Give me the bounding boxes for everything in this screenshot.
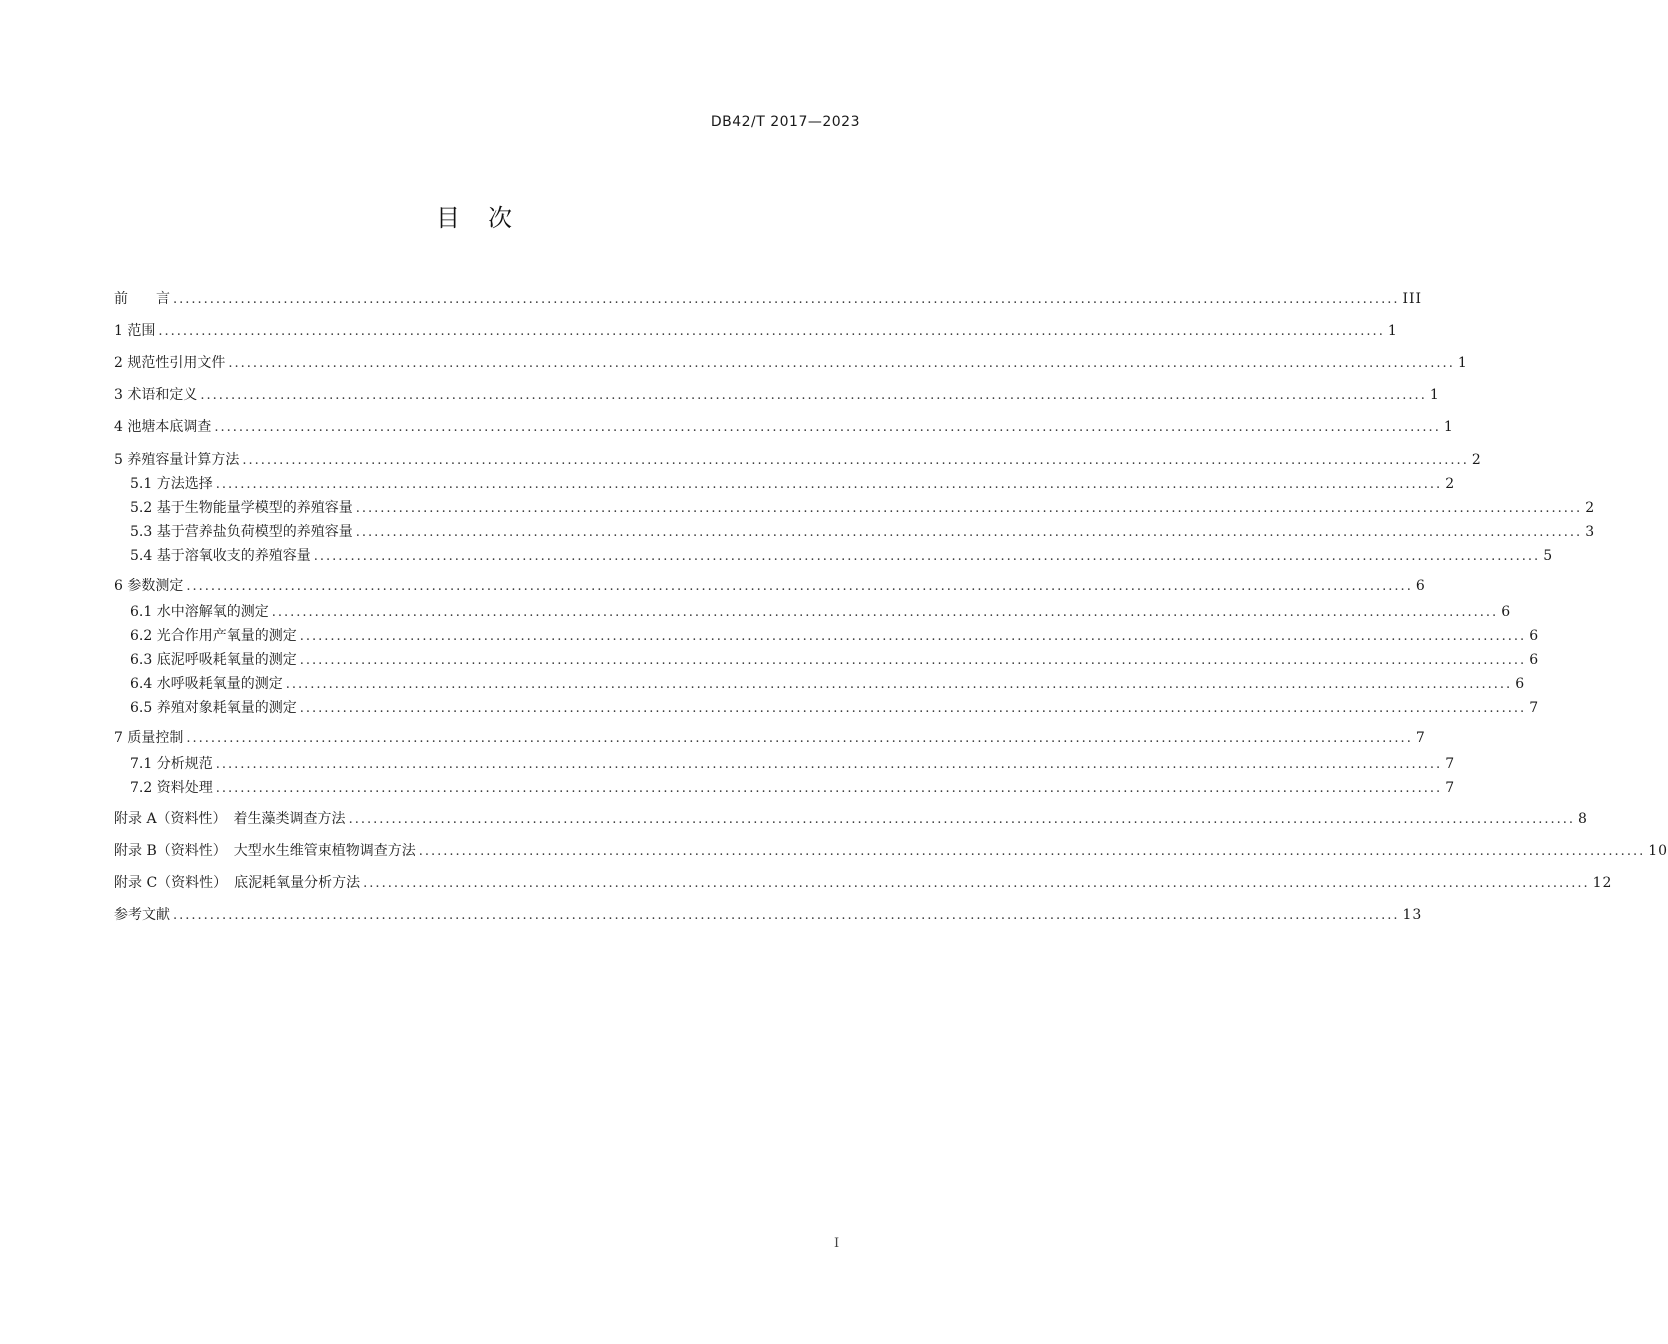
toc-entry-appendix-c[interactable] — [0, 872, 1613, 894]
toc-page: 7 — [1415, 730, 1426, 746]
toc-label: 附录 C（资料性） 底泥耗氧量分析方法 — [114, 875, 361, 891]
toc-label: 附录 A（资料性） 着生藻类调查方法 — [114, 811, 346, 827]
toc-label: 6.3 底泥呼吸耗氧量的测定 — [130, 652, 297, 668]
toc-label: 6 参数测定 — [114, 578, 184, 594]
toc-leader: ........................................................................................................................................................................................................ — [215, 781, 1443, 796]
toc-label: 5 养殖容量计算方法 — [114, 452, 240, 468]
toc-leader: ........................................................................................................................................................................................................ — [355, 501, 1583, 516]
toc-label: 3 术语和定义 — [114, 387, 198, 403]
toc-leader: ........................................................................................................................................................................................................ — [348, 812, 1576, 827]
toc-entry-scope[interactable] — [0, 320, 1398, 342]
toc-page: 6 — [1415, 578, 1426, 594]
toc-label: 5.1 方法选择 — [130, 476, 213, 492]
toc-page: 7 — [1445, 780, 1456, 796]
toc-leader: ........................................................................................................................................................................................................ — [215, 477, 1443, 492]
toc-leader: ........................................................................................................................................................................................................ — [173, 908, 1400, 923]
toc-page: 1 — [1387, 323, 1398, 339]
toc-label: 5.4 基于溶氧收支的养殖容量 — [130, 548, 311, 564]
toc-label: 6.1 水中溶解氧的测定 — [130, 604, 269, 620]
toc-leader: ........................................................................................................................................................................................................ — [228, 356, 1455, 371]
toc-page: 7 — [1529, 700, 1540, 716]
toc-leader: ........................................................................................................................................................................................................ — [355, 525, 1583, 540]
toc-leader: ........................................................................................................................................................................................................ — [299, 653, 1527, 668]
page-title: 目 次 — [436, 204, 514, 232]
toc-leader: ........................................................................................................................................................................................................ — [158, 324, 1385, 339]
toc-entry-appendix-a[interactable] — [0, 808, 1588, 830]
toc-page: 6 — [1515, 676, 1526, 692]
toc-entry-6-5[interactable] — [0, 697, 1540, 719]
toc-page: III — [1402, 291, 1423, 307]
toc-label: 7.2 资料处理 — [130, 780, 213, 796]
toc-entry-5-1[interactable] — [0, 473, 1456, 495]
toc-entry-foreword[interactable] — [0, 288, 1423, 310]
toc-page: 6 — [1529, 652, 1540, 668]
toc-label: 6.4 水呼吸耗氧量的测定 — [130, 676, 283, 692]
toc-label: 前 言 — [114, 291, 170, 307]
toc-page: 8 — [1578, 811, 1588, 827]
toc-page: 1 — [1457, 355, 1468, 371]
toc-entry-parameters[interactable] — [0, 575, 1426, 597]
toc-leader: ........................................................................................................................................................................................................ — [418, 844, 1646, 859]
toc-label: 6.2 光合作用产氧量的测定 — [130, 628, 297, 644]
toc-label: 5.2 基于生物能量学模型的养殖容量 — [130, 500, 353, 516]
toc-entry-7-1[interactable] — [0, 753, 1456, 775]
document-code: DB42/T 2017—2023 — [710, 114, 860, 130]
toc-entry-pond-survey[interactable] — [0, 416, 1454, 438]
toc-entry-7-2[interactable] — [0, 777, 1456, 799]
toc-leader: ........................................................................................................................................................................................................ — [200, 388, 1427, 403]
toc-leader: ........................................................................................................................................................................................................ — [215, 757, 1443, 772]
toc-page: 2 — [1445, 476, 1456, 492]
toc-page: 10 — [1648, 843, 1668, 859]
toc-leader: ........................................................................................................................................................................................................ — [214, 420, 1441, 435]
page-number: I — [834, 1236, 840, 1251]
toc-page: 1 — [1429, 387, 1440, 403]
toc-page: 3 — [1585, 524, 1596, 540]
toc-entry-6-1[interactable] — [0, 601, 1512, 623]
toc-leader: ........................................................................................................................................................................................................ — [271, 605, 1499, 620]
toc-page: 2 — [1471, 452, 1482, 468]
toc-leader: ........................................................................................................................................................................................................ — [299, 629, 1527, 644]
toc-page: 12 — [1592, 875, 1613, 891]
toc-page: 6 — [1529, 628, 1540, 644]
toc-entry-6-4[interactable] — [0, 673, 1526, 695]
toc-page: 2 — [1585, 500, 1596, 516]
toc-label: 参考文献 — [114, 907, 170, 923]
toc-entry-6-3[interactable] — [0, 649, 1540, 671]
toc-entry-5-2[interactable] — [0, 497, 1596, 519]
toc-page: 1 — [1443, 419, 1454, 435]
toc-leader: ........................................................................................................................................................................................................ — [186, 731, 1413, 746]
toc-label: 5.3 基于营养盐负荷模型的养殖容量 — [130, 524, 353, 540]
toc-entry-capacity-methods[interactable] — [0, 449, 1482, 471]
toc-page: 7 — [1445, 756, 1456, 772]
toc-label: 4 池塘本底调查 — [114, 419, 212, 435]
toc-leader: ........................................................................................................................................................................................................ — [173, 292, 1400, 307]
toc-entry-5-4[interactable] — [0, 545, 1554, 567]
toc-leader: ........................................................................................................................................................................................................ — [242, 453, 1469, 468]
toc-page: 6 — [1501, 604, 1512, 620]
toc-leader: ........................................................................................................................................................................................................ — [186, 579, 1413, 594]
toc-entry-quality-control[interactable] — [0, 727, 1426, 749]
toc-leader: ........................................................................................................................................................................................................ — [363, 876, 1590, 891]
toc-entry-normative-references[interactable] — [0, 352, 1468, 374]
toc-entry-6-2[interactable] — [0, 625, 1540, 647]
toc-entry-appendix-b[interactable] — [0, 840, 1668, 862]
toc-entry-5-3[interactable] — [0, 521, 1596, 543]
toc-label: 1 范围 — [114, 323, 156, 339]
toc-label: 7.1 分析规范 — [130, 756, 213, 772]
toc-label: 2 规范性引用文件 — [114, 355, 226, 371]
toc-page: 5 — [1543, 548, 1554, 564]
toc-leader: ........................................................................................................................................................................................................ — [299, 701, 1527, 716]
toc-leader: ........................................................................................................................................................................................................ — [313, 549, 1541, 564]
toc-leader: ........................................................................................................................................................................................................ — [285, 677, 1513, 692]
toc-page: 13 — [1402, 907, 1423, 923]
toc-label: 6.5 养殖对象耗氧量的测定 — [130, 700, 297, 716]
toc-entry-references[interactable] — [0, 904, 1423, 926]
toc-entry-terms[interactable] — [0, 384, 1440, 406]
toc-label: 附录 B（资料性） 大型水生维管束植物调查方法 — [114, 843, 416, 859]
toc-label: 7 质量控制 — [114, 730, 184, 746]
